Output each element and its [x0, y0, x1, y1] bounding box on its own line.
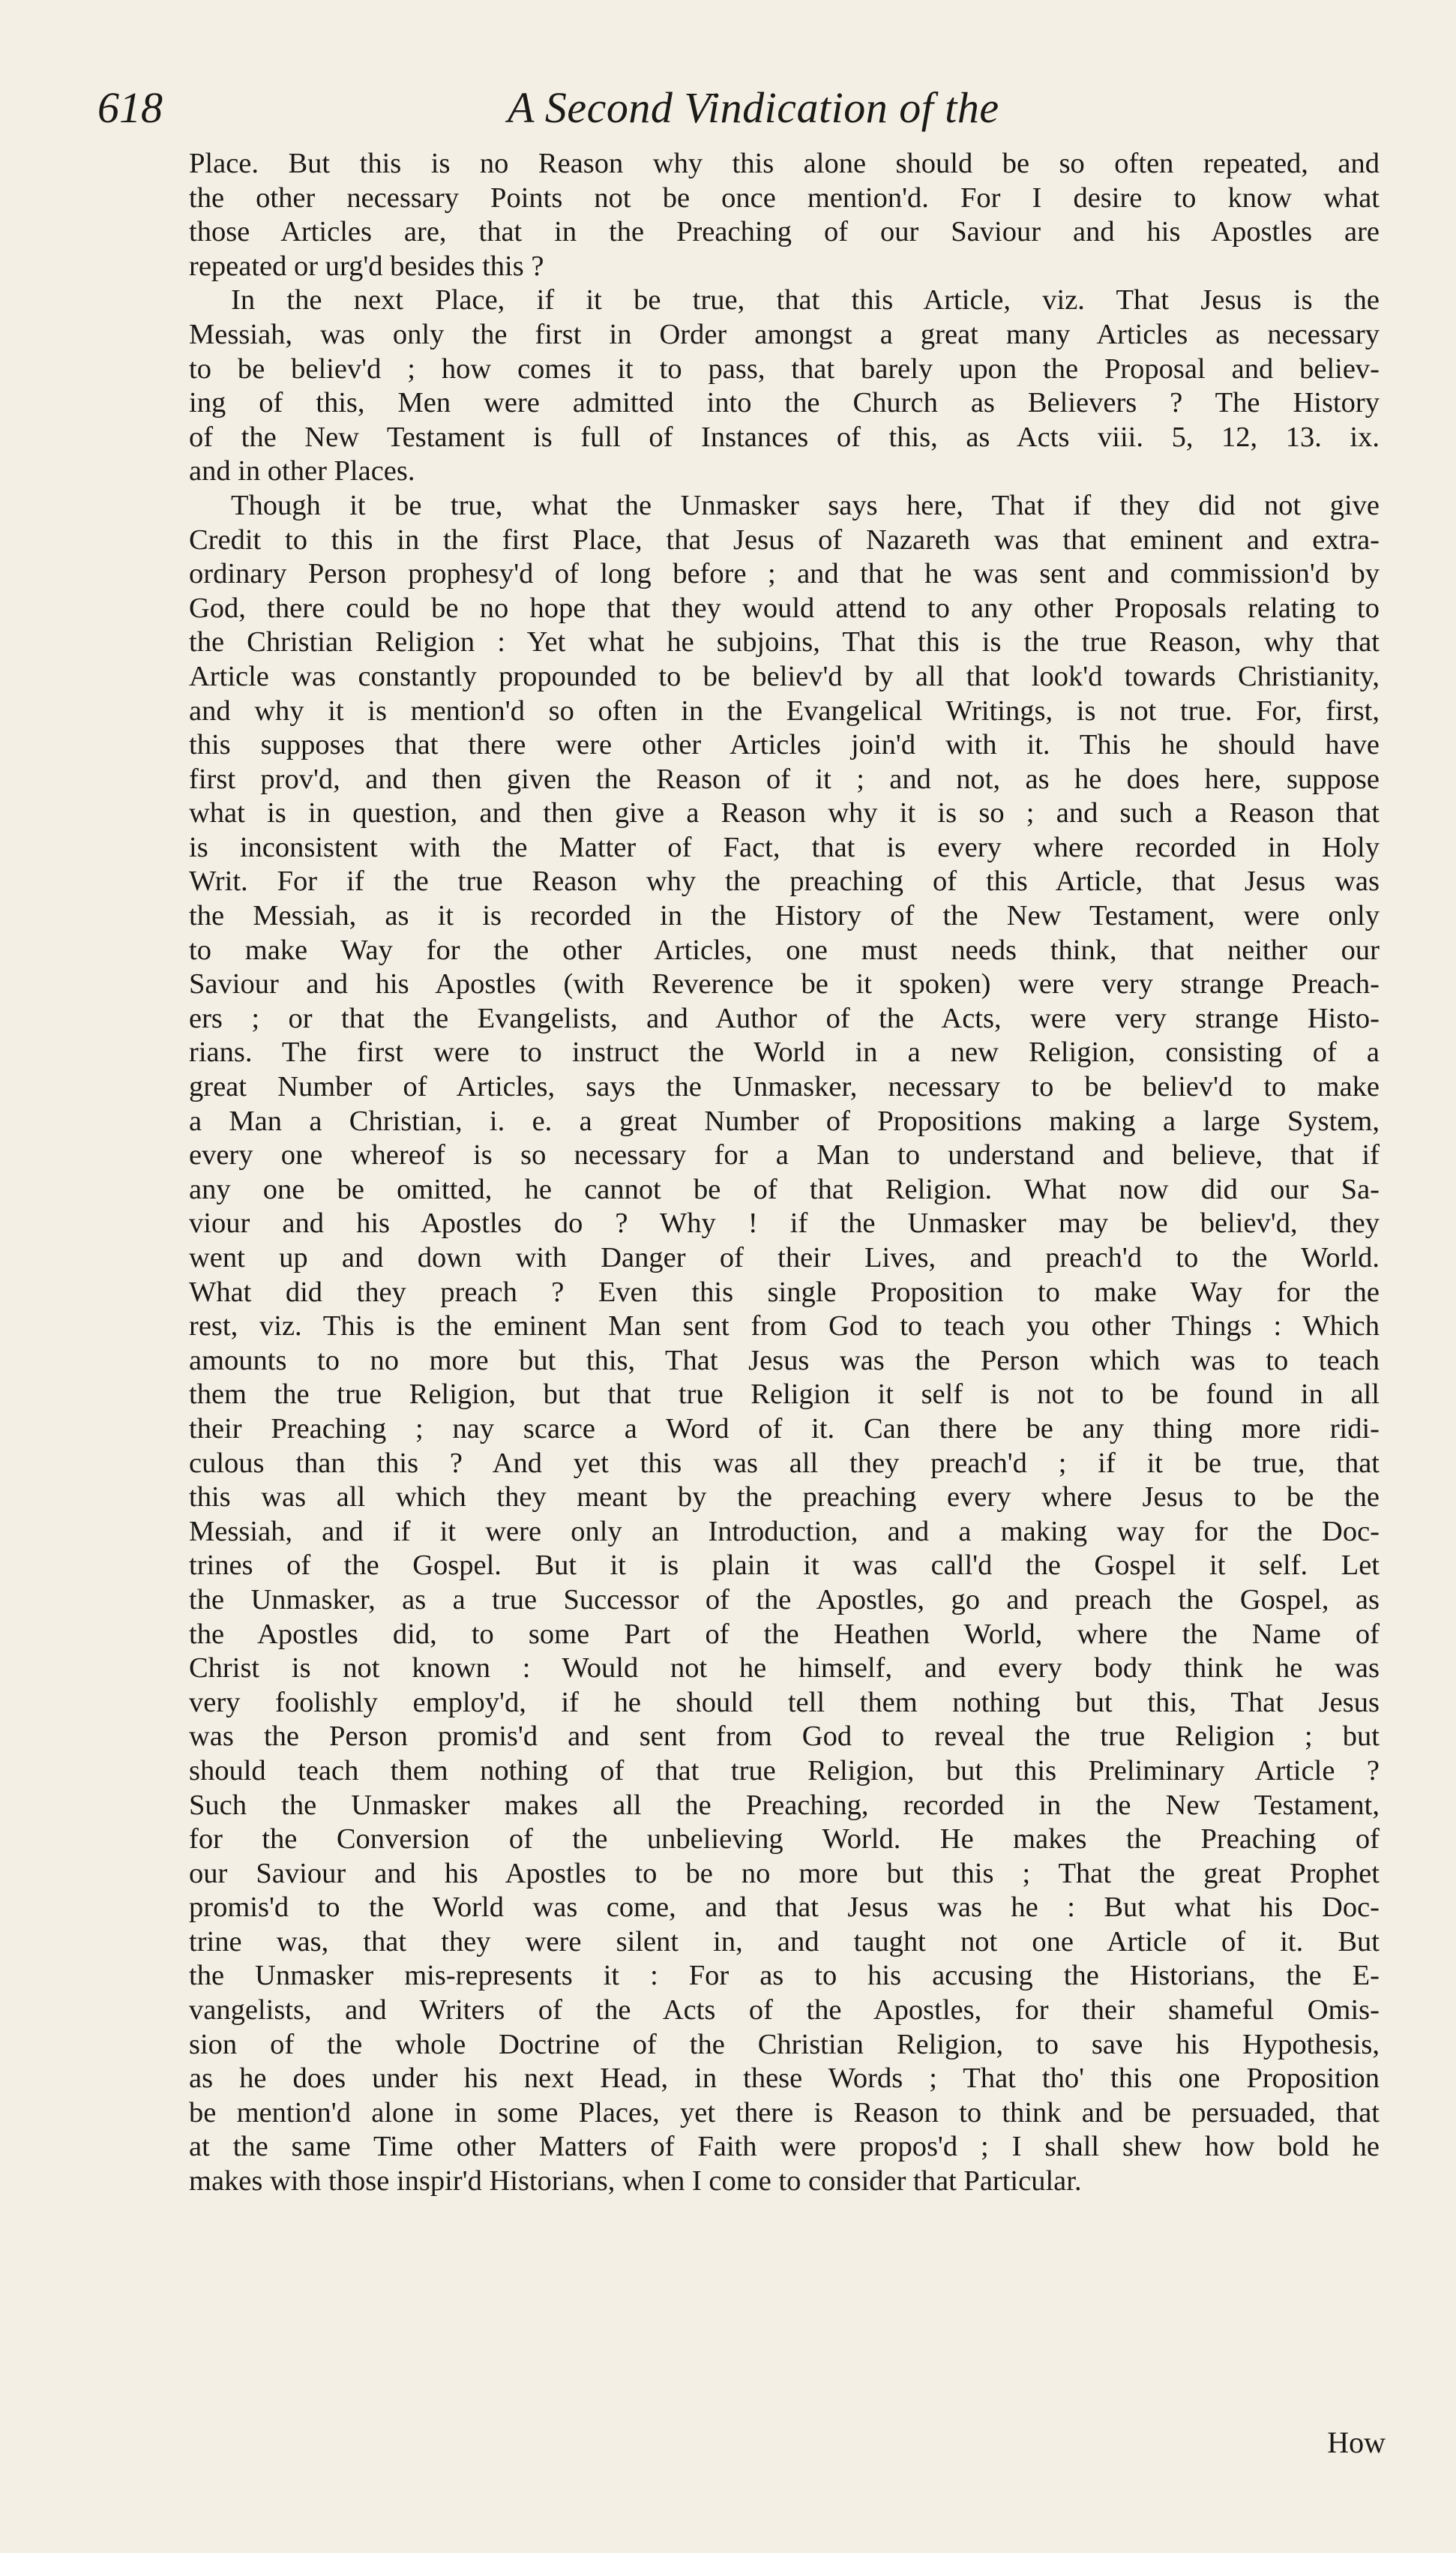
- paragraph-line: repeated or urg'd besides this ?: [189, 250, 544, 282]
- paragraph-line: of the New Testament is full of Instances of this, as Acts viii. 5, 12, 13. ix.: [189, 421, 1380, 453]
- paragraph-line: Saviour and his Apostles (with Reverence be it spoken) were very strange Preach-: [189, 968, 1380, 1000]
- paragraph-line: very foolishly employ'd, if he should tell them nothing but this, That Jesus: [189, 1686, 1380, 1718]
- paragraph-line: trines of the Gospel. But it is plain it was call'd the Gospel it self. Let: [189, 1550, 1380, 1582]
- paragraph-line: should teach them nothing of that true Religion, but this Preliminary Article ?: [189, 1754, 1380, 1786]
- paragraph-line: our Saviour and his Apostles to be no more but this ; That the great Prophet: [189, 1857, 1380, 1889]
- paragraph-line: the Christian Religion : Yet what he subjoins, That this is the true Reason, why that: [189, 626, 1380, 658]
- paragraph-line: amounts to no more but this, That Jesus was the Person which was to teach: [189, 1344, 1380, 1376]
- paragraph-line: What did they preach ? Even this single Proposition to make Way for the: [189, 1276, 1380, 1308]
- paragraph-line: Such the Unmasker makes all the Preaching, recorded in the New Testament,: [189, 1789, 1380, 1821]
- paragraph-line: what is in question, and then give a Reason why it is so ; and such a Reason that: [189, 797, 1380, 830]
- paragraph-line: first prov'd, and then given the Reason of it ; and not, as he does here, suppose: [189, 763, 1380, 795]
- paragraph-line: great Number of Articles, says the Unmasker, necessary to be believ'd to make: [189, 1071, 1380, 1103]
- paragraph-line: was the Person promis'd and sent from God to reveal the true Religion ; but: [189, 1720, 1380, 1753]
- paragraph-line: this was all which they meant by the preaching every where Jesus to be the: [189, 1481, 1380, 1514]
- paragraph-line: went up and down with Danger of their Lives, and preach'd to the World.: [189, 1242, 1380, 1274]
- paragraph-line: every one whereof is so necessary for a Man to understand and believe, that if: [189, 1139, 1380, 1172]
- paragraph-line: as he does under his next Head, in these Words ; That tho' this one Proposition: [189, 2062, 1380, 2095]
- paragraph-line: the Messiah, as it is recorded in the History of the New Testament, were only: [189, 900, 1380, 932]
- paragraph-line: Christ is not known : Would not he himself, and every body think he was: [189, 1652, 1380, 1684]
- paragraph-line: those Articles are, that in the Preaching of our Saviour and his Apostles are: [189, 216, 1380, 248]
- paragraph-line: be mention'd alone in some Places, yet there is Reason to think and be persuaded, that: [189, 2096, 1380, 2128]
- paragraph-line: God, there could be no hope that they would attend to any other Proposals relating to: [189, 592, 1380, 624]
- paragraph-line: makes with those inspir'd Historians, when I come to consider that Particular.: [189, 2165, 1082, 2198]
- paragraph-line: them the true Religion, but that true Religion it self is not to be found in all: [189, 1378, 1380, 1411]
- paragraph-line: rians. The first were to instruct the World in a new Religion, consisting of a: [189, 1036, 1380, 1069]
- paragraph-line: to be believ'd ; how comes it to pass, that barely upon the Proposal and believ-: [189, 352, 1380, 385]
- paragraph-line: a Man a Christian, i. e. a great Number of Propositions making a large System,: [189, 1105, 1380, 1137]
- paragraph-line: and why it is mention'd so often in the Evangelical Writings, is not true. For, first,: [189, 694, 1380, 727]
- paragraph-line: ordinary Person prophesy'd of long before ; and that he was sent and commission'd by: [189, 558, 1380, 590]
- paragraph-line: and in other Places.: [189, 455, 415, 488]
- running-head: [84, 78, 1374, 138]
- running-title: A Second Vindication of the: [508, 83, 999, 132]
- paragraph-line: Though it be true, what the Unmasker says here, That if they did not give: [231, 489, 1380, 521]
- catchword: How: [1327, 2426, 1386, 2459]
- paragraph-line: culous than this ? And yet this was all they preach'd ; if it be true, that: [189, 1447, 1380, 1479]
- paragraph-line: to make Way for the other Articles, one must needs think, that neither our: [189, 934, 1380, 966]
- paragraph-line: the other necessary Points not be once mention'd. For I desire to know what: [189, 182, 1380, 214]
- paragraph-line: trine was, that they were silent in, and taught not one Article of it. But: [189, 1925, 1380, 1958]
- paragraph-line: vangelists, and Writers of the Acts of the Apostles, for their shameful Omis-: [189, 1994, 1380, 2026]
- paragraph-line: ers ; or that the Evangelists, and Author of the Acts, were very strange Histo-: [189, 1002, 1380, 1034]
- body-text: [189, 147, 1380, 2199]
- paragraph-line: rest, viz. This is the eminent Man sent from God to teach you other Things : Which: [189, 1310, 1380, 1342]
- paragraph-line: this supposes that there were other Articles join'd with it. This he should have: [189, 729, 1380, 761]
- paragraph-line: Messiah, and if it were only an Introduction, and a making way for the Doc-: [189, 1515, 1380, 1547]
- paragraph-line: Article was constantly propounded to be believ'd by all that look'd towards Christianity,: [189, 660, 1380, 692]
- paragraph-line: promis'd to the World was come, and that Jesus was he : But what his Doc-: [189, 1892, 1380, 1924]
- paragraph-line: the Unmasker, as a true Successor of the Apostles, go and preach the Gospel, as: [189, 1583, 1380, 1616]
- paragraph-line: Credit to this in the first Place, that Jesus of Nazareth was that eminent and extra-: [189, 524, 1380, 556]
- paragraph-3: [189, 489, 1380, 2199]
- paragraph-line: Messiah, was only the first in Order amongst a great many Articles as necessary: [189, 318, 1380, 350]
- paragraph-line: their Preaching ; nay scarce a Word of it. Can there be any thing more ridi-: [189, 1412, 1380, 1444]
- paragraph-line: sion of the whole Doctrine of the Christian Religion, to save his Hypothesis,: [189, 2028, 1380, 2060]
- paragraph-line: the Unmasker mis-represents it : For as to his accusing the Historians, the E-: [189, 1960, 1380, 1992]
- paragraph-line: the Apostles did, to some Part of the Heathen World, where the Name of: [189, 1618, 1380, 1650]
- paragraph-2: [189, 284, 1380, 489]
- paragraph-line: at the same Time other Matters of Faith were propos'd ; I shall shew how bold he: [189, 2131, 1380, 2163]
- paragraph-line: In the next Place, if it be true, that this Article, viz. That Jesus is the: [231, 284, 1380, 316]
- paragraph-line: Writ. For if the true Reason why the preaching of this Article, that Jesus was: [189, 866, 1380, 898]
- paragraph-1: [189, 147, 1380, 284]
- paragraph-line: is inconsistent with the Matter of Fact, that is every where recorded in Holy: [189, 831, 1380, 863]
- paragraph-line: Place. But this is no Reason why this alone should be so often repeated, and: [189, 148, 1380, 179]
- paragraph-line: ing of this, Men were admitted into the Church as Believers ? The History: [189, 387, 1380, 419]
- paragraph-line: for the Conversion of the unbelieving World. He makes the Preaching of: [189, 1823, 1380, 1856]
- paragraph-line: viour and his Apostles do ? Why ! if the Unmasker may be believ'd, they: [189, 1208, 1380, 1240]
- paragraph-line: any one be omitted, he cannot be of that Religion. What now did our Sa-: [189, 1173, 1380, 1205]
- page-number: 618: [97, 83, 163, 132]
